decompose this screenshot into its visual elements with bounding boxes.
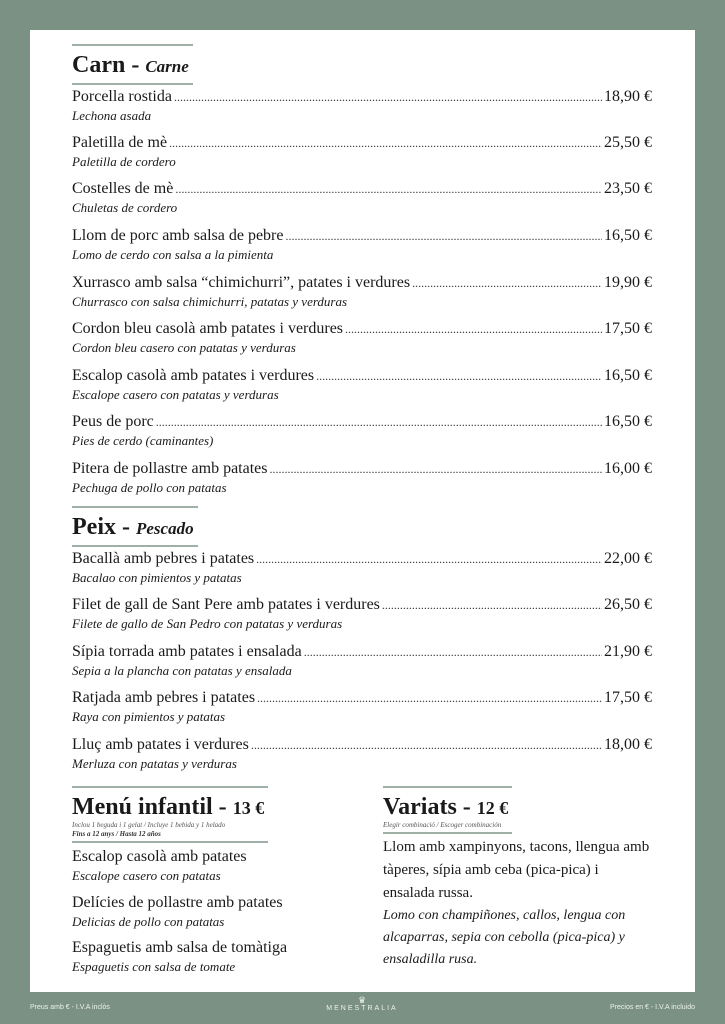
menu-item (72, 227, 652, 263)
menu-item (72, 550, 652, 586)
item-price: 16,50 € (604, 227, 652, 244)
item-name-ca: Cordon bleu casolà amb patates i verdures (72, 320, 344, 337)
item-price: 21,90 € (604, 643, 652, 660)
item-name-es: Pechuga de pollo con patatas (72, 480, 227, 495)
item-name-es: Escalope casero con patatas (72, 868, 221, 883)
item-name-es: Bacalao con pimientos y patatas (72, 570, 242, 585)
variats-price: 12 € (476, 798, 509, 818)
menu-page (30, 30, 695, 992)
item-name-es: Pies de cerdo (caminantes) (72, 433, 214, 448)
leader-dots (304, 645, 602, 660)
item-price: 18,00 € (604, 736, 652, 753)
item-name-ca: Ratjada amb pebres i patates (72, 689, 256, 706)
item-price: 23,50 € (604, 180, 652, 197)
item-price: 16,00 € (604, 460, 652, 477)
menu-item (72, 643, 652, 679)
item-name-ca: Filet de gall de Sant Pere amb patates i verdures (72, 596, 380, 613)
carn-title: Carn - (72, 52, 146, 78)
infantil-title: Menú infantil - (72, 794, 233, 820)
infantil-age: Fins a 12 anys / Hasta 12 años (72, 830, 161, 838)
menu-item (72, 596, 652, 632)
item-name-ca: Paletilla de mè (72, 134, 168, 151)
footer-left: Preus amb € - I.V.A inclòs (30, 1004, 110, 1011)
item-name-ca: Xurrasco amb salsa “chimichurri”, patates i verdures (72, 274, 411, 291)
item-name-ca: Peus de porc (72, 413, 154, 430)
item-name-es: Churrasco con salsa chimichurri, patatas y verduras (72, 294, 348, 309)
item-name-es: Merluza con patatas y verduras (72, 756, 237, 771)
item-price: 16,50 € (604, 367, 652, 384)
leader-dots (285, 229, 602, 244)
menu-item (72, 180, 652, 216)
menu-item (72, 320, 652, 356)
item-name-ca: Escalop casolà amb patates (72, 848, 247, 865)
leader-dots (174, 90, 602, 105)
item-name-es: Raya con pimientos y patatas (72, 709, 226, 724)
infantil-price: 13 € (232, 798, 265, 818)
infantil-note: Inclou 1 beguda i 1 gelat / Incluye 1 bebida y 1 helado (72, 821, 226, 829)
item-name-ca: Bacallà amb pebres i patates (72, 550, 255, 567)
variats-heading (383, 786, 512, 834)
peix-heading (72, 506, 198, 547)
item-name-es: Filete de gallo de San Pedro con patatas y verduras (72, 616, 343, 631)
menu-item (72, 460, 652, 496)
item-name-es: Lechona asada (72, 108, 152, 123)
menu-item (72, 88, 652, 124)
item-name-ca: Lluç amb patates i verdures (72, 736, 249, 753)
leader-dots (175, 182, 602, 197)
infantil-item (72, 939, 352, 975)
item-name-es: Chuletas de cordero (72, 200, 178, 215)
item-name-ca: Espaguetis amb salsa de tomàtiga (72, 939, 288, 956)
variats-text-es: Lomo con champiñones, callos, lengua con alcaparras, sepia con cebolla (pica-pica) y ensaladilla rusa. (383, 908, 626, 967)
leader-dots (156, 415, 602, 430)
item-name-es: Lomo de cerdo con salsa a la pimienta (72, 247, 274, 262)
chef-hat-icon: ♛ (357, 995, 367, 1005)
leader-dots (256, 552, 602, 567)
menu-item (72, 736, 652, 772)
infantil-heading (72, 786, 268, 843)
item-name-es: Paletilla de cordero (72, 154, 176, 169)
peix-subtitle: Pescado (135, 519, 194, 538)
variats-title: Variats - (383, 794, 477, 820)
item-price: 17,50 € (604, 320, 652, 337)
variats-text-ca: Llom amb xampinyons, tacons, llengua amb tàperes, sípia amb ceba (pica-pica) i ensalada russa. (383, 839, 650, 901)
item-name-es: Sepia a la plancha con patatas y ensalada (72, 663, 292, 678)
variats-note: Elegir combinació / Escoger combinación (383, 821, 502, 829)
leader-dots (257, 691, 602, 706)
infantil-item (72, 894, 352, 930)
brand-name: MENESTRALIA (326, 1005, 398, 1012)
item-name-es: Escalope casero con patatas y verduras (72, 387, 279, 402)
item-name-ca: Costelles de mè (72, 180, 174, 197)
item-price: 17,50 € (604, 689, 652, 706)
leader-dots (316, 369, 602, 384)
leader-dots (269, 462, 602, 477)
item-price: 26,50 € (604, 596, 652, 613)
item-name-ca: Sípia torrada amb patates i ensalada (72, 643, 302, 660)
item-name-ca: Delícies de pollastre amb patates (72, 894, 283, 911)
item-price: 19,90 € (604, 274, 652, 291)
carn-subtitle: Carne (145, 57, 189, 76)
brand-logo (322, 996, 402, 1012)
menu-item (72, 274, 652, 310)
leader-dots (382, 598, 602, 613)
infantil-item (72, 848, 352, 884)
item-price: 25,50 € (604, 134, 652, 151)
item-name-es: Delicias de pollo con patatas (72, 914, 225, 929)
leader-dots (345, 322, 602, 337)
menu-item (72, 134, 652, 170)
item-price: 16,50 € (604, 413, 652, 430)
menu-item (72, 689, 652, 725)
footer-right: Precios en € - I.V.A incluido (610, 1004, 695, 1011)
leader-dots (169, 136, 602, 151)
item-name-ca: Pitera de pollastre amb patates (72, 460, 268, 477)
carn-heading (72, 44, 193, 85)
item-price: 22,00 € (604, 550, 652, 567)
item-price: 18,90 € (604, 88, 652, 105)
leader-dots (412, 276, 602, 291)
item-name-ca: Llom de porc amb salsa de pebre (72, 227, 284, 244)
peix-title: Peix - (72, 514, 136, 540)
item-name-es: Cordon bleu casero con patatas y verduras (72, 340, 296, 355)
leader-dots (251, 738, 602, 753)
item-name-ca: Porcella rostida (72, 88, 172, 105)
menu-item (72, 413, 652, 449)
item-name-ca: Escalop casolà amb patates i verdures (72, 367, 315, 384)
item-name-es: Espaguetis con salsa de tomate (72, 959, 236, 974)
menu-item (72, 367, 652, 403)
